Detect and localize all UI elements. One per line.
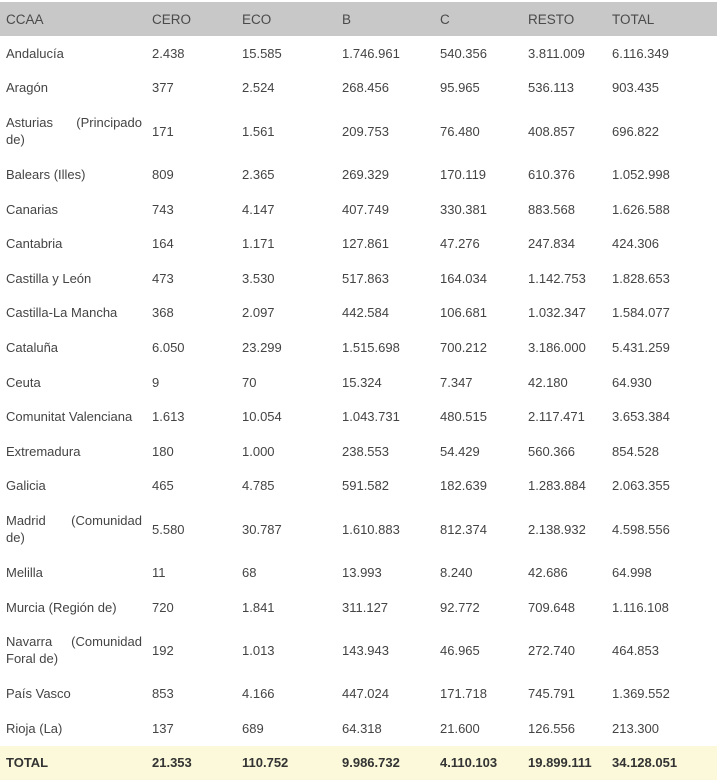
header-total: TOTAL [606,2,717,36]
cell-c: 47.276 [440,236,480,252]
table-row [0,365,717,400]
cell-b: 591.582 [342,478,389,494]
table-row [0,105,717,157]
cell-resto: 3.811.009 [528,45,585,61]
cell-ccaa: Asturias (Principado de) [6,115,142,148]
cell-cero: 137 [152,720,174,736]
cell-resto: 610.376 [528,166,575,182]
cell-cero: 9 [152,374,160,390]
cell-c: 700.212 [440,339,487,355]
table-row [0,711,717,746]
table-header [0,2,717,36]
cell-total: 64.930 [612,374,652,390]
table-row [0,226,717,261]
cell-b: 238.553 [342,443,389,459]
cell-ccaa: Cataluña [6,339,59,355]
cell-b: 447.024 [342,686,389,702]
cell-total: 6.116.349 [612,45,669,61]
cell-b: 407.749 [342,201,389,217]
cell-resto: 1.032.347 [528,305,586,321]
header-b: B [336,2,434,36]
cell-eco: 2.365 [242,166,275,182]
cell-c: 812.374 [440,521,487,537]
table-row [0,157,717,192]
cell-c: 92.772 [440,599,480,615]
cell-cero: 473 [152,270,174,286]
table-row [0,36,717,71]
cell-total: 2.063.355 [612,478,670,494]
table-row [0,590,717,625]
cell-resto: 1.283.884 [528,478,586,494]
cell-eco: 30.787 [242,521,282,537]
cell-cero: 2.438 [152,45,185,61]
cell-total: 1.369.552 [612,686,670,702]
cell-b: 442.584 [342,305,389,321]
cell-resto: 745.791 [528,686,575,702]
cell-ccaa: Andalucía [6,45,64,61]
cell-total: 424.306 [612,236,659,252]
cell-cero: 171 [152,123,174,139]
cell-total: 1.116.108 [612,599,669,615]
cell-ccaa: Aragón [6,80,48,96]
cell-b: 15.324 [342,374,382,390]
cell-cero: 465 [152,478,174,494]
cell-ccaa: Ceuta [6,374,41,390]
cell-c: 8.240 [440,564,473,580]
cell-resto: 408.857 [528,123,575,139]
cell-total: 1.052.998 [612,166,670,182]
cell-c: 106.681 [440,305,487,321]
cell-ccaa: Madrid (Comunidad de) [6,513,142,546]
ccaa-vehicle-label-table [0,2,717,780]
cell-total: 5.431.259 [612,339,670,355]
cell-cero: 192 [152,642,174,658]
cell-total: 464.853 [612,642,659,658]
header-resto: RESTO [522,2,606,36]
total-cero: 21.353 [146,746,236,780]
table-row [0,296,717,331]
table-row [0,434,717,469]
cell-c: 182.639 [440,478,487,494]
cell-eco: 1.000 [242,443,275,459]
header-row [0,2,717,36]
cell-total: 903.435 [612,80,659,96]
cell-b: 517.863 [342,270,389,286]
cell-ccaa: Melilla [6,564,43,580]
cell-cero: 1.613 [152,409,185,425]
total-c: 4.110.103 [434,746,522,780]
cell-total: 854.528 [612,443,659,459]
cell-cero: 5.580 [152,521,185,537]
cell-eco: 1.561 [242,123,275,139]
cell-resto: 42.686 [528,564,568,580]
cell-eco: 2.524 [242,80,275,96]
cell-eco: 1.013 [242,642,275,658]
cell-ccaa: Canarias [6,201,59,217]
cell-resto: 126.556 [528,720,575,736]
header-c: C [434,2,522,36]
cell-total: 3.653.384 [612,409,670,425]
table-row [0,330,717,365]
cell-eco: 4.166 [242,686,275,702]
cell-total: 1.828.653 [612,270,670,286]
cell-resto: 560.366 [528,443,575,459]
header-ccaa: CCAA [0,2,146,36]
cell-cero: 368 [152,305,174,321]
cell-b: 1.043.731 [342,409,400,425]
cell-total: 1.584.077 [612,305,670,321]
cell-ccaa: Comunitat Valenciana [6,409,133,425]
table-row [0,469,717,504]
cell-c: 76.480 [440,123,480,139]
cell-ccaa: Balears (Illes) [6,166,86,182]
header-cero: CERO [146,2,236,36]
cell-eco: 4.147 [242,201,275,217]
cell-eco: 3.530 [242,270,275,286]
cell-c: 7.347 [440,374,473,390]
cell-ccaa: Cantabria [6,236,63,252]
cell-b: 209.753 [342,123,389,139]
table-row [0,399,717,434]
cell-b: 1.746.961 [342,45,400,61]
cell-eco: 15.585 [242,45,282,61]
cell-b: 127.861 [342,236,389,252]
table-footer [0,746,717,780]
cell-resto: 1.142.753 [528,270,586,286]
cell-eco: 23.299 [242,339,282,355]
cell-cero: 853 [152,686,174,702]
table-row [0,192,717,227]
cell-eco: 70 [242,374,257,390]
cell-c: 54.429 [440,443,480,459]
cell-c: 330.381 [440,201,487,217]
cell-c: 540.356 [440,45,487,61]
table-row [0,261,717,296]
cell-c: 95.965 [440,80,480,96]
cell-eco: 10.054 [242,409,282,425]
table-row [0,71,717,106]
table-row [0,555,717,590]
cell-cero: 809 [152,166,174,182]
cell-resto: 2.138.932 [528,521,586,537]
cell-ccaa: Rioja (La) [6,720,63,736]
total-b: 9.986.732 [336,746,434,780]
cell-total: 696.822 [612,123,659,139]
table-row [0,676,717,711]
cell-eco: 4.785 [242,478,275,494]
cell-c: 46.965 [440,642,480,658]
table-row [0,503,717,555]
cell-eco: 689 [242,720,264,736]
cell-total: 213.300 [612,720,659,736]
cell-eco: 2.097 [242,305,275,321]
cell-resto: 3.186.000 [528,339,586,355]
cell-total: 64.998 [612,564,652,580]
cell-resto: 536.113 [528,80,575,96]
cell-eco: 68 [242,564,257,580]
total-total: 34.128.051 [606,746,717,780]
cell-cero: 377 [152,80,174,96]
table-body [0,36,717,746]
cell-eco: 1.841 [242,599,275,615]
cell-ccaa: Castilla y León [6,270,92,286]
cell-resto: 42.180 [528,374,568,390]
cell-resto: 2.117.471 [528,409,585,425]
total-label: TOTAL [0,746,146,780]
total-eco: 110.752 [236,746,336,780]
cell-c: 171.718 [440,686,487,702]
cell-b: 1.610.883 [342,521,400,537]
cell-b: 1.515.698 [342,339,400,355]
total-row [0,746,717,780]
cell-resto: 247.834 [528,236,575,252]
cell-ccaa: Navarra (Comunidad Foral de) [6,634,142,667]
cell-cero: 164 [152,236,174,252]
cell-b: 311.127 [342,599,389,615]
total-resto: 19.899.111 [522,746,606,780]
cell-ccaa: Castilla-La Mancha [6,305,118,321]
cell-cero: 11 [152,564,166,580]
cell-cero: 743 [152,201,174,217]
cell-b: 268.456 [342,80,389,96]
cell-b: 64.318 [342,720,382,736]
header-eco: ECO [236,2,336,36]
cell-c: 170.119 [440,166,487,182]
cell-ccaa: Galicia [6,478,46,494]
cell-resto: 709.648 [528,599,575,615]
cell-b: 269.329 [342,166,389,182]
cell-cero: 180 [152,443,174,459]
cell-eco: 1.171 [242,236,275,252]
cell-ccaa: País Vasco [6,686,71,702]
cell-b: 13.993 [342,564,382,580]
cell-c: 164.034 [440,270,487,286]
table-row [0,624,717,676]
cell-total: 4.598.556 [612,521,670,537]
cell-resto: 272.740 [528,642,575,658]
cell-cero: 6.050 [152,339,185,355]
cell-ccaa: Extremadura [6,443,81,459]
cell-cero: 720 [152,599,174,615]
cell-c: 480.515 [440,409,487,425]
cell-ccaa: Murcia (Región de) [6,599,117,615]
cell-resto: 883.568 [528,201,575,217]
cell-b: 143.943 [342,642,389,658]
cell-c: 21.600 [440,720,480,736]
cell-total: 1.626.588 [612,201,670,217]
